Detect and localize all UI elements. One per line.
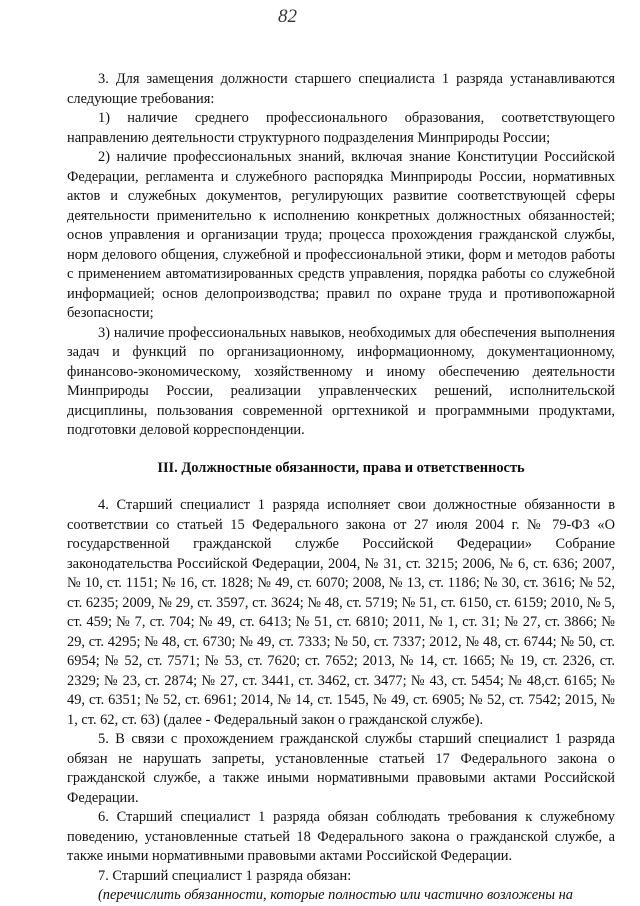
section-heading: III. Должностные обязанности, права и ответственность xyxy=(157,459,525,476)
paragraph-6: 6. Старший специалист 1 разряда обязан соблюдать требования к служебному поведению, установленные статьей 18 Федерального закона о гражданской службе, а также иными нормативными правовыми актами Российской Федерации. xyxy=(67,809,615,864)
paragraph-3-item-1: 1) наличие среднего профессионального образования, соответствующего направлению деятельности структурного подразделения Минприроды России; xyxy=(67,110,615,146)
paragraph-3-intro: 3. Для замещения должности старшего специалиста 1 разряда устанавливаются следующие требования: xyxy=(67,71,615,107)
page-number: 82 xyxy=(278,6,297,27)
paragraph-3-item-2: 2) наличие профессиональных знаний, включая знание Конституции Российской Федерации, регламента и служебного распорядка Минприроды России, нормативных актов и служебных документов, регулирующих развитие соответствующей сферы деятельности применительно к исполнению конкретных должностных обязанностей; основ управления и организации труда; процесса прохождения гражданской службы, норм делового общения, служебной и профессиональной этики, форм и методов работы с применением автоматизированных средств управления, порядка работы со служебной информацией; основ делопроизводства; правил по охране труда и противопожарной безопасности; xyxy=(67,149,615,321)
document-body xyxy=(67,70,615,906)
paragraph-3-item-3: 3) наличие профессиональных навыков, необходимых для обеспечения выполнения задач и функций по организационному, информационному, документационному, финансово-экономическому, хозяйственному и иному обеспечению деятельности Минприроды России, реализации управленческих решений, исполнительской дисциплины, пользования современной оргтехникой и программными продуктами, подготовки деловой корреспонденции. xyxy=(67,324,615,438)
paragraph-4: 4. Старший специалист 1 разряда исполняет свои должностные обязанности в соответствии со статьей 15 Федерального закона от 27 июля 2004 г. № 79-ФЗ «О государственной гражданской службе Российской Федерации» Собрание законодательства Российской Федерации, 2004, № 31, ст. 3215; 2006, № 6, ст. 636; 2007, № 10, ст. 1151; № 16, ст. 1828; № 49, ст. 6070; 2008, № 13, ст. 1186; № 30, ст. 3616; № 52, ст. 6235; 2009, № 29, ст. 3597, ст. 3624; № 48, ст. 5719; № 51, ст. 6150, ст. 6159; 2010, № 5, ст. 459; № 7, ст. 704; № 49, ст. 6413; № 51, ст. 6810; 2011, № 1, ст. 31; № 27, ст. 3866; № 29, ст. 4295; № 48, ст. 6730; № 49, ст. 7333; № 50, ст. 7337; 2012, № 48, ст. 6744; № 50, ст. 6954; № 52, ст. 7571; № 53, ст. 7620; ст. 7652; 2013, № 14, ст. 1665; № 19, ст. 2326, ст. 2329; № 23, ст. 2874; № 27, ст. 3441, ст. 3462, ст. 3477; № 43, ст. 5454; № 48,ст. 6165; № 49, ст. 6351; № 52, ст. 6961; 2014, № 14, ст. 1545, № 49, ст. 6905; № 52, ст. 7542; 2015, № 1, ст. 62, ст. 63) (далее - Федеральный закон о гражданской службе). xyxy=(67,497,615,728)
paragraph-7-note: (перечислить обязанности, которые полностью или частично возложены на xyxy=(98,887,573,903)
paragraph-7: 7. Старший специалист 1 разряда обязан: xyxy=(98,867,352,884)
paragraph-5: 5. В связи с прохождением гражданской службы старший специалист 1 разряда обязан не нарушать запреты, установленные статьей 17 Федерального закона о гражданской службе, а также иными нормативными правовыми актами Российской Федерации. xyxy=(67,731,615,806)
